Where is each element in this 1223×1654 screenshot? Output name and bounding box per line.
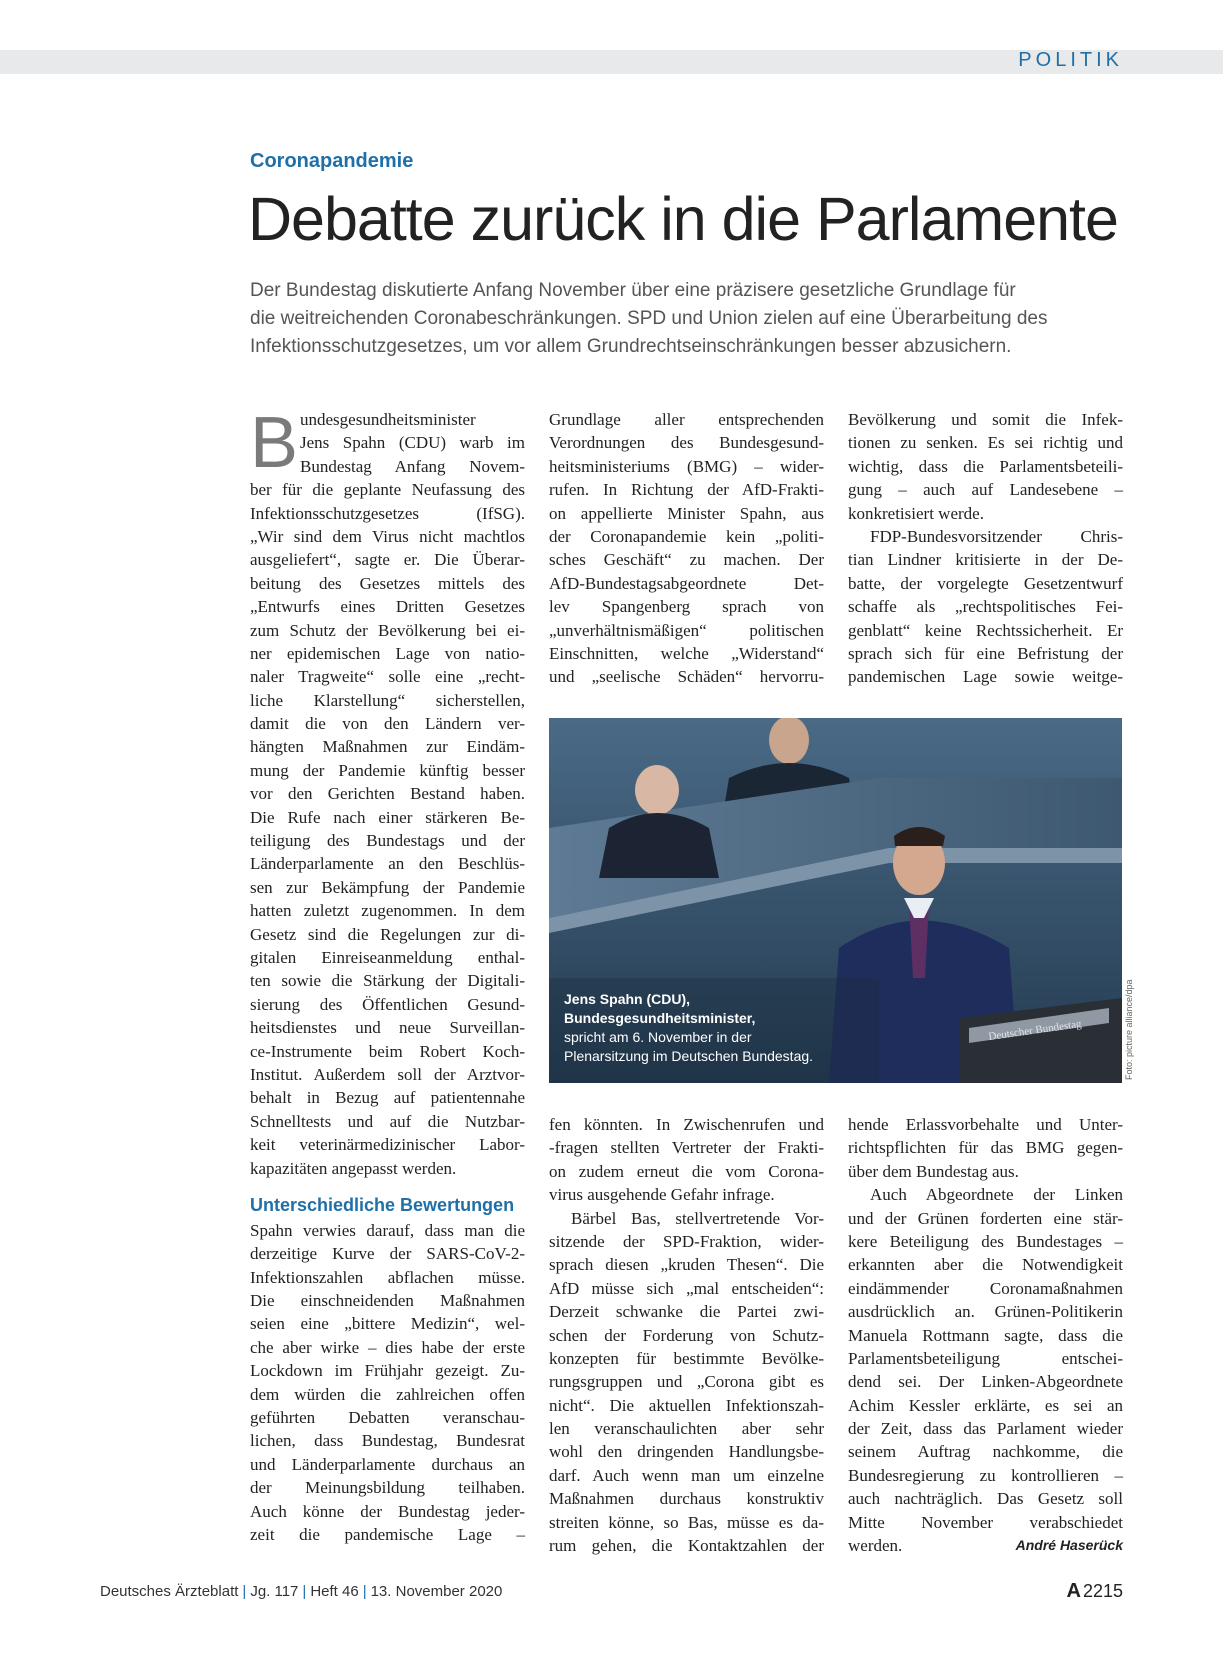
text-line: rum gehen, die Kontaktzahlen der bbox=[549, 1536, 824, 1556]
text-line: „unverhältnismäßigen“ politischen bbox=[549, 620, 824, 640]
closing-word: werden. bbox=[848, 1536, 903, 1556]
text-line: FDP-Bundesvorsitzender Chris- bbox=[870, 526, 1123, 546]
text-line: keit veterinärmedizinischer Labor- bbox=[250, 1135, 525, 1155]
text-line: erkannten aber die Notwendigkeit bbox=[848, 1255, 1123, 1275]
text-line: tian Lindner kritisierte in der De- bbox=[848, 550, 1123, 570]
text-line: streiten könne, so Bas, müsse es da- bbox=[549, 1512, 824, 1532]
text-line: Die einschneidenden Maßnahmen bbox=[250, 1291, 525, 1311]
text-line: kere Beteiligung des Bundestages – bbox=[848, 1231, 1123, 1251]
text-line: Bevölkerung und somit die Infek- bbox=[848, 410, 1123, 429]
text-line: -fragen stellten Vertreter der Frakti- bbox=[549, 1138, 824, 1158]
column-text bbox=[250, 1219, 525, 1546]
text-line: Lockdown im Frühjahr gezeigt. Zu- bbox=[250, 1361, 525, 1381]
column-text bbox=[848, 525, 1123, 689]
text-line: ausgeliefert“, sagte er. Die Überar- bbox=[250, 550, 525, 570]
text-line: ausdrücklich an. Grünen-Politikerin bbox=[848, 1302, 1123, 1322]
text-line: Auch Abgeordnete der Linken bbox=[870, 1185, 1123, 1205]
text-line: teiligung des Bundestags und der bbox=[250, 831, 525, 851]
page-prefix: A bbox=[1066, 1580, 1081, 1602]
text-line: lev Spangenberg sprach von bbox=[549, 597, 824, 617]
volume: Jg. 117 bbox=[250, 1583, 299, 1600]
text-line: tionen zu senken. Es sei richtig und bbox=[848, 433, 1123, 453]
caption-name: Jens Spahn (CDU), bbox=[564, 991, 691, 1007]
text-line: und „seelische Schäden“ hervorru- bbox=[549, 667, 824, 687]
text-line: on zudem erneut die vom Corona- bbox=[549, 1161, 824, 1181]
photo-caption bbox=[564, 990, 813, 1066]
page-number bbox=[1067, 1580, 1124, 1603]
text-line: sprach diesen „kruden Thesen“. Die bbox=[549, 1255, 824, 1275]
text-line: Derzeit schwanke die Partei zwi- bbox=[549, 1302, 824, 1322]
text-line: der Meinungsbildung teilhaben. bbox=[250, 1478, 525, 1498]
page-value: 2215 bbox=[1082, 1581, 1123, 1601]
text-line: „Entwurfs eines Dritten Gesetzes bbox=[250, 597, 525, 617]
text-line: heitsdienstes und neue Surveillan- bbox=[250, 1018, 525, 1038]
text-column-3-top bbox=[848, 408, 1123, 689]
column-text bbox=[250, 403, 525, 1180]
text-line: pandemischen Lage sowie weitge- bbox=[848, 667, 1123, 687]
text-line: AfD-Bundestagsabgeordnete Det- bbox=[549, 573, 824, 593]
text-line: sen zur Bekämpfung der Pandemie bbox=[250, 877, 525, 897]
text-line: Infektionsschutzgesetzes (IfSG). bbox=[250, 503, 525, 523]
text-line: seinem Auftrag nachkomme, die bbox=[848, 1442, 1123, 1462]
text-line: der Coronapandemie kein „politi- bbox=[549, 526, 824, 546]
text-line: mung der Pandemie künftig besser bbox=[250, 760, 525, 780]
text-line: Bundesregierung zu kontrollieren – bbox=[848, 1465, 1123, 1485]
text-line: naler Tragweite“ solle eine „recht- bbox=[250, 667, 525, 687]
text-line: wichtig, dass die Parlamentsbeteili- bbox=[848, 456, 1123, 476]
text-line: darf. Auch wenn man um einzelne bbox=[549, 1465, 824, 1485]
caption-title: Bundesgesundheitsminister, bbox=[564, 1010, 756, 1026]
footer: Deutsches Ärzteblatt | Jg. 117 | Heft 46 | 13. November 2020 bbox=[100, 1583, 503, 1600]
text-line: ber für die geplante Neufassung des bbox=[250, 480, 525, 500]
text-line: fen könnten. In Zwischenrufen und bbox=[549, 1115, 824, 1134]
text-line: on appellierte Minister Spahn, aus bbox=[549, 503, 824, 523]
text-line: Spahn verwies darauf, dass man die bbox=[250, 1220, 525, 1240]
column-text bbox=[549, 408, 824, 689]
lead-line: Der Bundestag diskutierte Anfang November über eine präzisere gesetzliche Grundlage für bbox=[250, 280, 1016, 301]
text-line: Schnelltests und auf die Nutzbar- bbox=[250, 1111, 525, 1131]
text-line: richtspflichten für das BMG gegen- bbox=[848, 1138, 1123, 1158]
text-line: AfD müsse sich „mal entscheiden“: bbox=[549, 1278, 824, 1298]
text-line: Länderparlamente an den Beschlüs- bbox=[250, 854, 525, 874]
text-line: Gesetz sind die Regelungen zur di- bbox=[250, 924, 525, 944]
column-text bbox=[848, 1183, 1123, 1534]
journal-name: Deutsches Ärzteblatt bbox=[100, 1583, 239, 1600]
text-line: batte, der vorgelegte Gesetzentwurf bbox=[848, 573, 1123, 593]
text-line: Einschnitten, welche „Widerstand“ bbox=[549, 643, 824, 663]
text-line: sitzende der SPD-Fraktion, wider- bbox=[549, 1231, 824, 1251]
text-line: len veranschaulichten aber sehr bbox=[549, 1419, 824, 1439]
text-line: gung – auch auf Landesebene – bbox=[848, 480, 1123, 500]
text-line: Infektionszahlen abflachen müsse. bbox=[250, 1267, 525, 1287]
text-line: gitalen Einreiseanmeldung enthal- bbox=[250, 947, 525, 967]
caption-text: Plenarsitzung im Deutschen Bundestag. bbox=[564, 1048, 814, 1064]
lead-line: Infektionsschutzgesetzes, um vor allem Grundrechtseinschränkungen besser abzusichern. bbox=[250, 336, 1012, 357]
text-line: nicht“. Die aktuellen Infektionszah- bbox=[549, 1395, 824, 1415]
text-line: hängten Maßnahmen zur Eindäm- bbox=[250, 737, 525, 757]
text-line: konkretisiert werde. bbox=[848, 503, 984, 523]
article-headline: Debatte zurück in die Parlamente bbox=[248, 185, 1118, 253]
text-line: Institut. Außerdem soll der Arztvor- bbox=[250, 1064, 525, 1084]
subheading: Unterschiedliche Bewertungen bbox=[250, 1194, 515, 1215]
issue-date: 13. November 2020 bbox=[370, 1583, 503, 1600]
text-line: genblatt“ keine Rechtssicherheit. Er bbox=[848, 620, 1123, 640]
column-text bbox=[848, 1113, 1123, 1183]
dropcap: B bbox=[250, 403, 299, 483]
text-line: virus ausgehende Gefahr infrage. bbox=[549, 1185, 775, 1205]
text-line: zeit die pandemische Lage – bbox=[250, 1524, 525, 1544]
text-line: che aber wirke – dies habe der erste bbox=[250, 1337, 525, 1357]
column-text bbox=[848, 408, 1123, 525]
text-line: rufen. In Richtung der AfD-Frakti- bbox=[549, 480, 824, 500]
text-line: seien eine „bittere Medizin“, wel- bbox=[250, 1314, 525, 1334]
text-line: sierung des Öffentlichen Gesund- bbox=[250, 994, 525, 1014]
text-line: Grundlage aller entsprechenden bbox=[549, 410, 824, 429]
text-column-1 bbox=[250, 403, 525, 1546]
text-line: schen der Forderung von Schutz- bbox=[549, 1325, 824, 1345]
text-line: wohl den dringenden Handlungsbe- bbox=[549, 1442, 824, 1462]
text-line: sprach sich für eine Befristung der bbox=[848, 643, 1123, 663]
text-line: sches Geschäft“ zu machen. Der bbox=[549, 550, 824, 570]
text-line: zum Schutz der Bevölkerung bei ei- bbox=[250, 620, 525, 640]
column-text bbox=[549, 1113, 824, 1207]
text-line: der Zeit, dass das Parlament wieder bbox=[848, 1419, 1123, 1439]
lectern-label: Deutscher Bundestag bbox=[987, 1018, 1083, 1043]
text-line: über dem Bundestag aus. bbox=[848, 1161, 1019, 1181]
text-line: vor den Gerichten Bestand haben. bbox=[250, 784, 525, 804]
text-line: Die Rufe nach einer stärkeren Be- bbox=[250, 807, 525, 827]
text-line: undesgesundheitsminister bbox=[300, 410, 476, 429]
text-line: dend sei. Der Linken-Abgeordnete bbox=[848, 1372, 1123, 1392]
article-lead bbox=[250, 277, 1100, 361]
issue: Heft 46 bbox=[310, 1583, 359, 1600]
closing-line bbox=[848, 1534, 1123, 1557]
photo-credit: Foto: picture alliance/dpa bbox=[1124, 979, 1134, 1080]
lead-line: die weitreichenden Coronabeschränkungen. SPD und Union zielen auf eine Überarbeitung des bbox=[250, 308, 1048, 329]
text-line: ner epidemischen Lage von natio- bbox=[250, 643, 525, 663]
caption-text: spricht am 6. November in der bbox=[564, 1029, 752, 1045]
text-line: und der Grünen forderten eine stär- bbox=[848, 1208, 1123, 1228]
text-line: lichen, dass Bundestag, Bundesrat bbox=[250, 1431, 525, 1451]
text-line: hende Erlassvorbehalte und Unter- bbox=[848, 1115, 1123, 1134]
text-line: eindämmender Coronamaßnahmen bbox=[848, 1278, 1123, 1298]
text-line: damit die von den Ländern ver- bbox=[250, 714, 525, 734]
text-line: kapazitäten angepasst werden. bbox=[250, 1158, 457, 1178]
text-line: auch nachträglich. Das Gesetz soll bbox=[848, 1489, 1123, 1509]
text-line: Bärbel Bas, stellvertretende Vor- bbox=[571, 1208, 824, 1228]
author: André Haserück bbox=[1015, 1537, 1123, 1554]
text-line: heitsministeriums (BMG) – wider- bbox=[549, 456, 824, 476]
text-line: Maßnahmen durchaus konstruktiv bbox=[549, 1489, 824, 1509]
text-line: Bundestag Anfang Novem- bbox=[300, 456, 525, 476]
text-line: Auch könne der Bundestag jeder- bbox=[250, 1501, 525, 1521]
text-line: Mitte November verabschiedet bbox=[848, 1512, 1123, 1532]
text-line: konzepten für bestimmte Bevölke- bbox=[549, 1348, 824, 1368]
section-label: POLITIK bbox=[1018, 49, 1123, 71]
text-line: und Länderparlamente durchaus an bbox=[250, 1454, 525, 1474]
text-line: beitung des Gesetzes mittels des bbox=[250, 573, 525, 593]
text-line: „Wir sind dem Virus nicht machtlos bbox=[250, 526, 525, 546]
text-line: ten sowie die Stärkung der Digitali- bbox=[250, 971, 525, 991]
text-line: Manuela Rottmann sagte, dass die bbox=[848, 1325, 1123, 1345]
text-column-2-top bbox=[549, 408, 824, 689]
column-text bbox=[549, 1207, 824, 1558]
text-line: rungsgruppen und „Corona gibt es bbox=[549, 1372, 824, 1392]
article-kicker: Coronapandemie bbox=[250, 150, 414, 172]
text-line: Parlamentsbeteiligung entschei- bbox=[848, 1348, 1123, 1368]
text-line: geführten Debatten veranschau- bbox=[250, 1408, 525, 1428]
text-line: liche Klarstellung“ sicherstellen, bbox=[250, 690, 525, 710]
text-line: ce-Instrumente beim Robert Koch- bbox=[250, 1041, 525, 1061]
text-column-2-bottom bbox=[549, 1113, 824, 1557]
text-line: Verordnungen des Bundesgesund- bbox=[549, 433, 824, 453]
text-column-3-bottom bbox=[848, 1113, 1123, 1557]
text-line: Jens Spahn (CDU) warb im bbox=[300, 433, 525, 453]
text-line: schaffe als „rechtspolitisches Fei- bbox=[848, 597, 1123, 617]
text-line: behalt in Bezug auf patientennahe bbox=[250, 1088, 525, 1108]
text-line: Achim Kessler erklärte, es sei an bbox=[848, 1395, 1123, 1415]
text-line: dem würden die zahlreichen offen bbox=[250, 1384, 525, 1404]
text-line: derzeitige Kurve der SARS-CoV-2- bbox=[250, 1244, 525, 1264]
text-line: hatten zuletzt zugenommen. In dem bbox=[250, 901, 525, 921]
